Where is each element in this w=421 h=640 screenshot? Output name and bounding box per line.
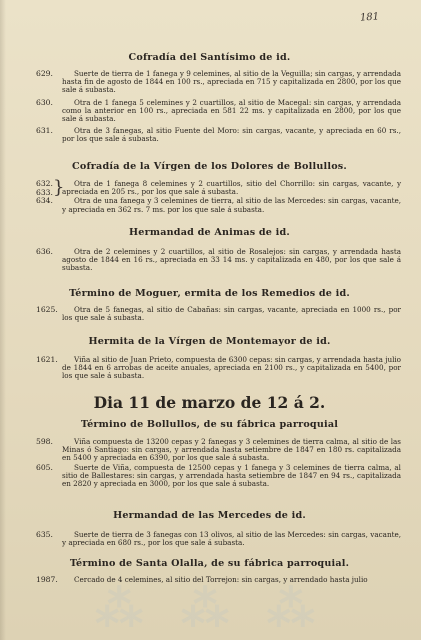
page-number: 181 (359, 11, 380, 24)
day-heading: Dia 11 de marzo de 12 á 2. (93, 393, 326, 412)
section-title: Término de Moguer, ermita de los Remedios de id. (69, 288, 350, 299)
entry-number-633: 633. (36, 188, 53, 197)
entry-634 (14, 197, 405, 213)
entry-1621 (14, 356, 405, 381)
entry-number: 1987. (36, 575, 58, 584)
section-montemayor (14, 336, 405, 347)
entry-text: Otra de 1 fanega 8 celemines y 2 cuartillos, sitio del Chorrillo: sin cargas, vacante, y apreciada en 205 rs., por los que sale á subasta. (62, 179, 401, 197)
section-title: Cofradía del Santísimo de id. (128, 52, 291, 63)
entry-text: Suerte de tierra de 3 fanegas con 13 olivos, al sitio de las Mercedes: sin cargas, vacante, y apreciada en 680 rs., por los que sale á subasta. (62, 530, 401, 548)
entries-block-6 (14, 438, 405, 488)
section-title: Hermandad de las Mercedes de id. (113, 510, 306, 521)
entry-text: Suerte de tierra de 1 fanega y 9 celemines, al sitio de la Veguilla; sin cargas, y arrendada hasta fin de agosto de 1844 en 100 rs., apreciada en 715 y capitalizada en 2800, por los que sale á subasta. (62, 69, 401, 95)
entry-number: 629. (36, 69, 53, 78)
entries-block-4 (14, 306, 405, 322)
brace-glyph: } (53, 177, 65, 198)
section-title: Hermita de la Vírgen de Montemayor de id. (88, 336, 331, 347)
section-moguer-remedios (14, 288, 405, 299)
entry-631 (14, 127, 405, 143)
section-title: Cofradía de la Vírgen de los Dolores de Bollullos. (72, 161, 347, 172)
entry-1987 (14, 576, 405, 584)
page-fold-shadow (0, 0, 6, 640)
entries-block-3 (14, 248, 405, 273)
entry-text: Otra de 2 celemines y 2 cuartillos, al sitio de Rosalejos: sin cargas, y arrendada hasta agosto de 1844 en 16 rs., apreciada en 33 14 ms. y capitalizada en 480, por los que sale á subasta. (62, 247, 401, 273)
entries-block-2 (14, 177, 405, 214)
section-santa-olalla (14, 558, 405, 569)
entry-636 (14, 248, 405, 273)
entry-text: Viña compuesta de 13200 cepas y 2 fanegas y 3 celemines de tierra calma, al sitio de las Minas ó Santiago: sin cargas, y arrendada hasta setiembre de 1847 en 180 rs. capitalizada en 5400 y apreciada en 6390, por los que sale á subasta. (62, 437, 401, 463)
entry-number: 631. (36, 126, 53, 136)
entry-number: 635. (36, 530, 53, 539)
section-title: Hermandad de Animas de id. (129, 227, 290, 238)
entry-text: Otra de 1 fanega 5 celemines y 2 cuartillos, al sitio de Macegal: sin cargas, y arrendada como la anterior en 100 rs., apreciada en 581 22 ms. y capitalizada en 2800, por los que sale á subasta. (62, 97, 401, 124)
entries-block-5 (14, 356, 405, 381)
section-bollullos-fabrica (14, 419, 405, 430)
entry-number: 598. (36, 437, 53, 446)
entry-number: 1625. (36, 305, 58, 314)
entry-number: 634. (36, 196, 53, 206)
entry-text: Otra de una fanega y 3 celemines de tierra, al sitio de las Mercedes: sin cargas, vacante, y apreciada en 362 rs. 7 ms. por los que sale á subasta. (62, 196, 401, 214)
entry-629 (14, 70, 405, 95)
entry-text: Otra de 3 fanegas, al sitio Fuente del Moro: sin cargas, vacante, y apreciada en 60 rs., por los que sale á subasta. (62, 126, 401, 144)
section-title: Término de Bollullos, de su fábrica parroquial (80, 419, 339, 430)
entry-635 (14, 531, 405, 547)
library-watermark: ⁂ ⁂ ⁂ (94, 581, 326, 637)
entry-text: Viña al sitio de Juan Prieto, compuesta de 6300 cepas: sin cargas, y arrendada hasta julio de 1844 en 6 arrobas de aceite anuales, apreciada en 2100 rs., y capitalizada en 5400, por los que sale á subasta. (62, 355, 401, 381)
entry-632 (14, 177, 405, 198)
entry-630 (14, 99, 405, 124)
entries-block-8 (14, 576, 405, 584)
entry-text: Cercado de 4 celemines, al sitio del Torrejon: sin cargas, y arrendado hasta julio (74, 575, 368, 584)
entry-text: Suerte de Viña, compuesta de 12500 cepas y 1 fanega y 3 celemines de tierra calma, al sitio de Ballestares: sin cargas, y arrendada hasta setiembre de 1847 en 94 rs., capitalizada en 2820 y apreciada en 3000, por los que sale á subasta. (62, 462, 401, 489)
entries-block-1 (14, 70, 405, 144)
entry-number: 630. (36, 97, 53, 107)
section-cofradia-dolores (14, 161, 405, 172)
day-heading-block (14, 393, 405, 412)
entry-598 (14, 438, 405, 463)
section-title: Término de Santa Olalla, de su fábrica parroquial. (69, 558, 350, 569)
entry-1625 (14, 306, 405, 322)
entry-number: 605. (36, 462, 53, 472)
section-hermandad-mercedes (14, 510, 405, 521)
entry-number: 636. (36, 247, 53, 256)
entries-block-7 (14, 531, 405, 547)
section-cofradia-santisimo (14, 52, 405, 63)
entry-number: 632. (36, 179, 53, 188)
entry-text: Otra de 5 fanegas, al sitio de Cabañas: sin cargas, vacante, apreciada en 1000 rs., por los que sale á subasta. (62, 305, 401, 323)
entry-605 (14, 464, 405, 489)
section-hermandad-animas (14, 227, 405, 238)
entry-number: 1621. (36, 355, 58, 364)
entry-stack-632-633 (14, 177, 405, 198)
